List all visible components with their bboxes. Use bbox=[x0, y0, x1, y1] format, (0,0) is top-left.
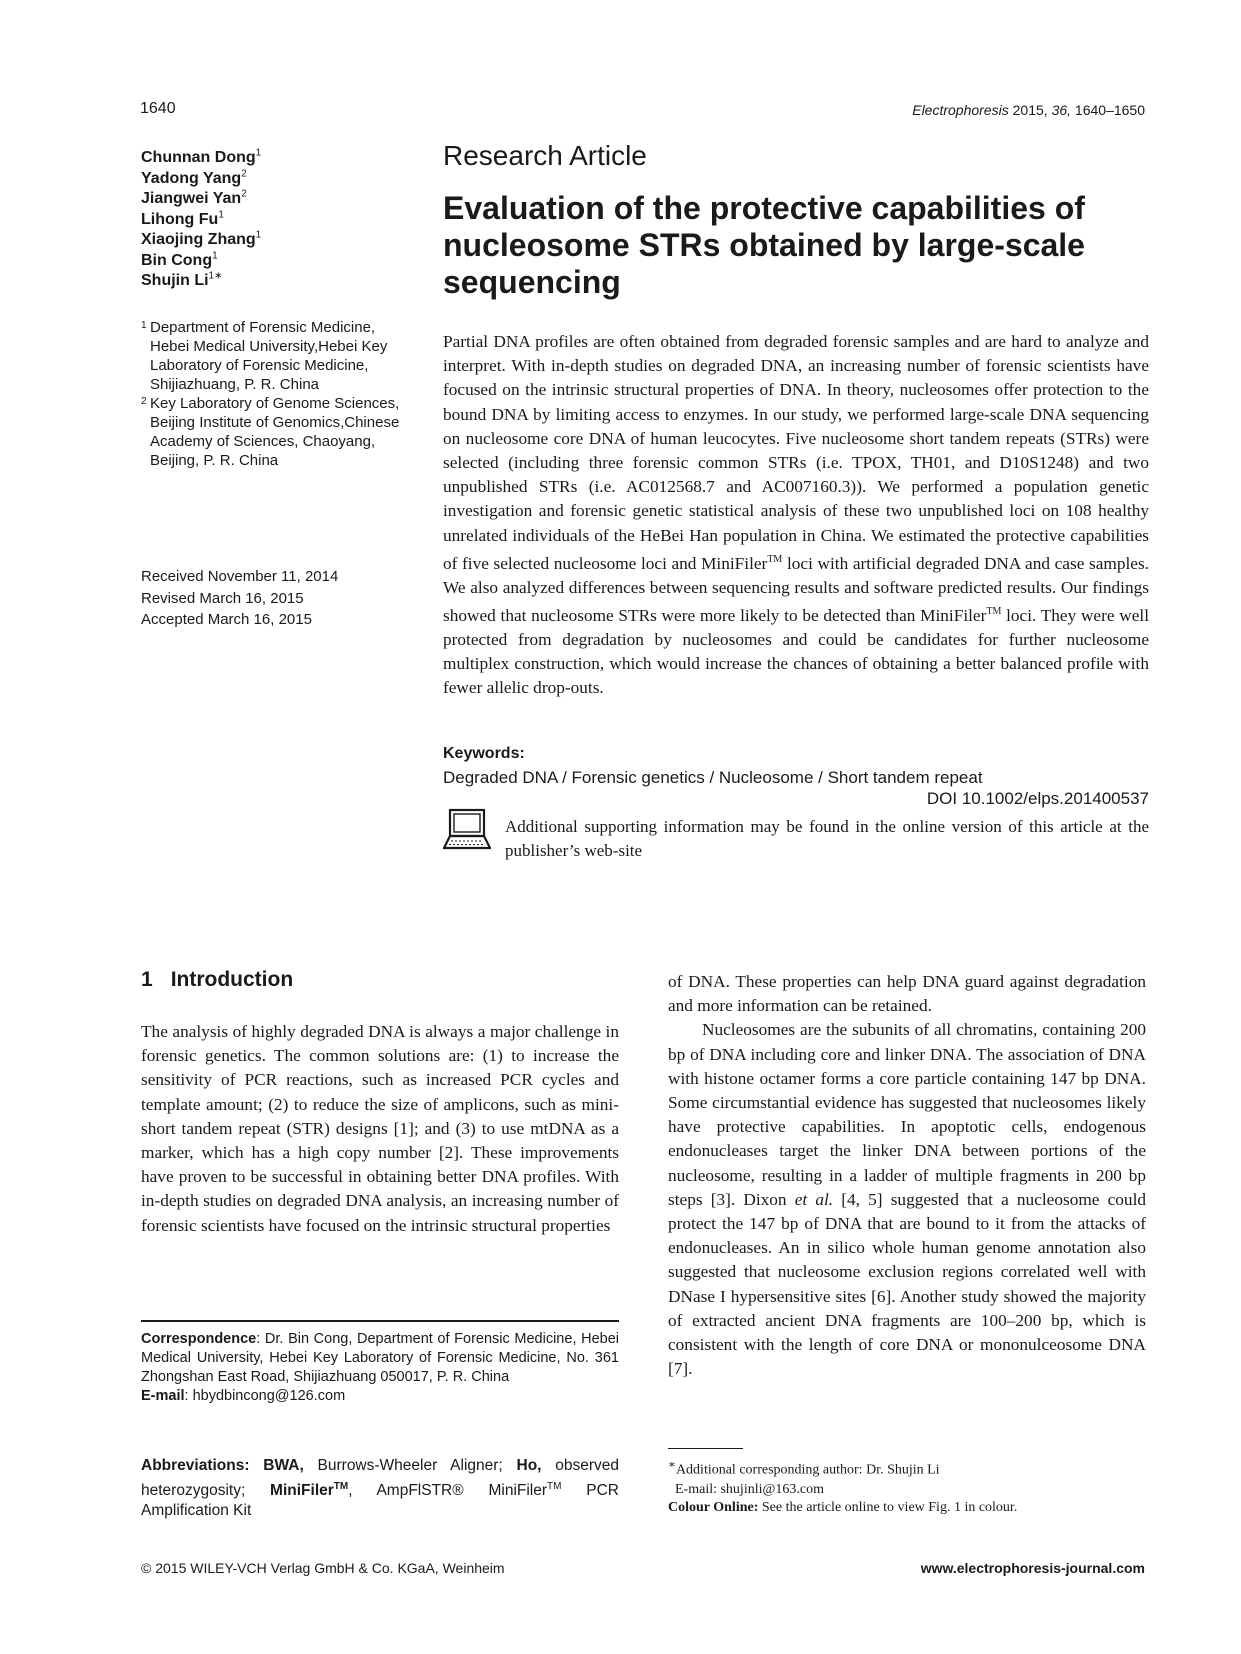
affiliation-text: Department of Forensic Medicine, Hebei Medical University,Hebei Key Laboratory of Forensic Medicine, Shijiazhuang, P. R. China bbox=[150, 319, 388, 393]
article-title: Evaluation of the protective capabilities of nucleosome STRs obtained by large-scale sequencing bbox=[443, 190, 1085, 300]
section-heading bbox=[141, 968, 293, 992]
author-name: Yadong Yang bbox=[141, 169, 242, 187]
footnote-mark: ∗ bbox=[668, 1458, 676, 1471]
doi[interactable]: DOI 10.1002/elps.201400537 bbox=[926, 789, 1149, 808]
supporting-info-note: Additional supporting information may be found in the online version of this article at the publisher’s web-site bbox=[505, 817, 1149, 860]
author-name: Jiangwei Yan bbox=[141, 190, 242, 207]
author-list bbox=[141, 148, 431, 292]
correspondence-email[interactable]: : hbydbincong@126.com bbox=[184, 1388, 346, 1404]
author-mark: 1 bbox=[212, 250, 218, 262]
colour-online-note: Colour Online: See the article online to view Fig. 1 in colour. bbox=[668, 1500, 1018, 1515]
author-mark: 1 bbox=[255, 229, 262, 241]
author bbox=[141, 148, 431, 169]
section-title: Introduction bbox=[170, 968, 294, 991]
author bbox=[141, 230, 431, 251]
trademark-mark: TM bbox=[767, 553, 783, 565]
intro-paragraph: The analysis of highly degraded DNA is always a major challenge in forensic genetics. The common solutions are: (1) to increase the sensitivity of PCR reactions, such as increased PCR cycles and template amount; (2) to reduce the size of amplicons, such as mini-short tandem repeat (STR) designs [1]; and (3) to use mtDNA as a marker, which has a high copy number [2]. These improvements have proven to be successful in obtaining better DNA profiles. With in-depth studies on degraded DNA analysis, an increasing number of forensic scientists have focused on the intrinsic structural properties bbox=[141, 1022, 619, 1235]
journal-website-link[interactable]: www.electrophoresis-journal.com bbox=[920, 1560, 1145, 1576]
correspondence: Correspondence: Dr. Bin Cong, Department of Forensic Medicine, Hebei Medical University, Hebei Key Laboratory of Forensic Medicine, No. 361 Zhongshan East Road, Shijiazhuang 050017, P. R. China E-mail: hbydbincong@126.com bbox=[141, 1331, 619, 1404]
page-number: 1640 bbox=[140, 100, 176, 117]
footnote: ∗Additional corresponding author: Dr. Shujin Li E-mail: shujinli@163.com bbox=[668, 1455, 1146, 1499]
intro-column-right bbox=[668, 970, 1146, 1381]
journal-name: Electrophoresis bbox=[912, 102, 1009, 118]
author bbox=[141, 251, 431, 272]
author-name: Lihong Fu bbox=[141, 210, 219, 228]
affiliations bbox=[141, 318, 411, 470]
keywords-heading: Keywords: bbox=[443, 745, 525, 762]
author-mark: 1∗ bbox=[208, 270, 223, 282]
author bbox=[141, 210, 431, 231]
footnote-divider bbox=[668, 1448, 743, 1449]
intro-paragraph: of DNA. These properties can help DNA guard against degradation and more information can be retained. bbox=[668, 972, 1146, 1016]
author-mark: 2 bbox=[241, 168, 247, 180]
journal-pages: 1640–1650 bbox=[1074, 102, 1145, 118]
journal-volume: 36, bbox=[1051, 102, 1072, 118]
author-mark: 2 bbox=[241, 188, 247, 200]
author bbox=[141, 189, 431, 210]
author-name: Chunnan Dong bbox=[141, 149, 256, 166]
article-dates bbox=[141, 566, 338, 631]
received-date: Received November 11, 2014 bbox=[141, 568, 339, 585]
copyright: © 2015 WILEY-VCH Verlag GmbH & Co. KGaA, Weinheim bbox=[141, 1560, 505, 1576]
abbreviations: Abbreviations: BWA, Burrows-Wheeler Aligner; Ho, observed heterozygosity; MiniFiler™, AmpFlSTR® MiniFiler™ PCR Amplification Kit bbox=[141, 1457, 620, 1520]
email-label: E-mail bbox=[141, 1388, 185, 1404]
intro-paragraph: Nucleosomes are the subunits of all chromatins, containing 200 bp of DNA including core and linker DNA. The association of DNA with histone octamer forms a core particle containing 147 bp DNA. Some circumstantial evidence has suggested that nucleosomes likely have protective capabilities. In apoptotic cells, endogenous endonucleases target the linker DNA between portions of the nucleosome, resulting in a ladder of multiple fragments in 200 bp steps [3]. Dixon et al. [4, 5] suggested that a nucleosome could protect the 147 bp of DNA that are bound to it from the attacks of endonucleases. An in silico whole human genome annotation also suggested that nucleosome exclusion regions correlated well with DNase I hypersensitive sites [6]. Another study showed the majority of extracted ancient DNA fragments are 100–200 bp, which is consistent with the length of core DNA or mononulceosome DNA [7]. bbox=[668, 1020, 1147, 1379]
laptop-icon bbox=[443, 808, 491, 852]
author-name: Xiaojing Zhang bbox=[141, 231, 256, 248]
affiliation-text: Key Laboratory of Genome Sciences, Beijing Institute of Genomics,Chinese Academy of Sciences, Chaoyang, Beijing, P. R. China bbox=[150, 395, 400, 469]
journal-citation bbox=[912, 102, 1145, 118]
author-name: Bin Cong bbox=[141, 251, 213, 269]
accepted-date: Accepted March 16, 2015 bbox=[141, 611, 312, 628]
author-name: Shujin Li bbox=[141, 272, 209, 289]
journal-year: 2015, bbox=[1012, 102, 1048, 118]
section-number: 1 bbox=[141, 968, 153, 991]
author bbox=[141, 169, 431, 190]
author-mark: 1 bbox=[255, 147, 262, 159]
author bbox=[141, 271, 431, 292]
trademark-mark: TM bbox=[986, 606, 1002, 617]
article-type: Research Article bbox=[443, 140, 647, 171]
abstract: Partial DNA profiles are often obtained from degraded forensic samples and are hard to analyze and interpret. With in-depth studies on degraded DNA, an increasing number of forensic scientists have focused on the intrinsic structural properties of DNA. In theory, nucleosomes offer protection to the bound DNA by limiting access to enzymes. In our study, we performed large-scale DNA sequencing on nucleosome core DNA of human leucocytes. Five nucleosome short tandem repeats (STRs) were selected (including three forensic common STRs (i.e. TPOX, TH01, and D10S1248) and two unpublished STRs (i.e. AC012568.7 and AC007160.3)). We performed a population genetic investigation and forensic genetic statistical analysis of these two unpublished loci on 108 healthy unrelated individuals of the HeBei Han population in China. We estimated the protective capabilities of five selected nucleosome loci and MiniFiler™ loci with artificial degraded DNA and case samples. We also analyzed differences between sequencing results and software predicted results. Our findings showed that nucleosome STRs were more likely to be detected than MiniFiler™ loci. They were well protected from degradation by nucleosomes and could be candidates for further nucleosome multiplex construction, which would increase the chances of obtaining a better balanced profile with fewer allelic drop-outs. bbox=[443, 332, 1149, 698]
affiliation bbox=[141, 394, 411, 470]
correspondence-label: Correspondence bbox=[141, 1331, 257, 1347]
affiliation bbox=[141, 318, 411, 394]
revised-date: Revised March 16, 2015 bbox=[141, 589, 304, 607]
keywords-list: Degraded DNA / Forensic genetics / Nucleosome / Short tandem repeat bbox=[443, 768, 983, 787]
divider bbox=[141, 1320, 619, 1322]
author-mark: 1 bbox=[218, 209, 224, 221]
affiliation-mark: 2 bbox=[141, 396, 147, 407]
affiliation-mark: 1 bbox=[141, 320, 147, 331]
footnote-email[interactable]: E-mail: shujinli@163.com bbox=[675, 1481, 824, 1497]
